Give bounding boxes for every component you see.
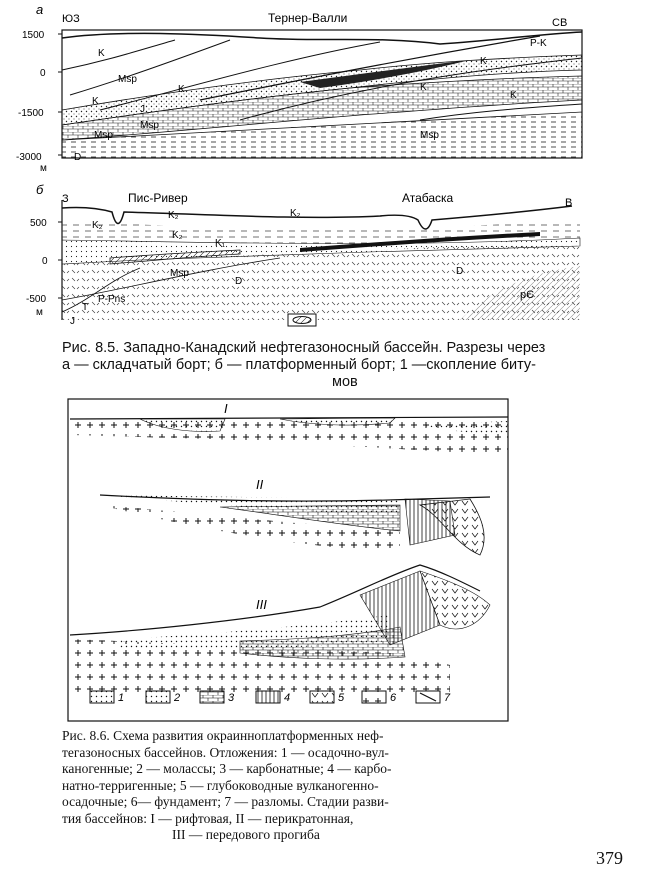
page-number: 379 xyxy=(596,848,623,868)
panel-b-label-K1: K₁ xyxy=(215,238,226,249)
panel-b-label-K2d: K₂ xyxy=(290,208,301,219)
panel-a-tick-1500: 1500 xyxy=(22,30,45,41)
figure-8-5-caption xyxy=(62,340,622,391)
stage-I-label: I xyxy=(224,401,228,416)
panel-a-tick-minus-1500: -1500 xyxy=(18,108,44,119)
legend-1: 1 xyxy=(118,692,125,704)
figure-8-6-caption xyxy=(62,728,532,844)
panel-b-unit: м xyxy=(36,307,43,318)
legend-7: 7 xyxy=(444,692,451,704)
figure-8-5-panel-b xyxy=(0,180,656,330)
panel-b-tick-0: 0 xyxy=(42,256,48,267)
panel-b-label-D2: D xyxy=(456,266,464,277)
panel-b-label-K2b: K₂ xyxy=(168,210,179,221)
fig86-caption-line-2: тегазоносных бассейнов. Отложения: 1 — осадочно-вул- xyxy=(62,744,389,760)
panel-a-label-Msp3: Msp xyxy=(94,130,113,141)
figure-8-5-panel-a xyxy=(0,0,656,180)
fig86-caption-line-4: натно-терригенные; 5 — глубоководные вулканогенно- xyxy=(62,777,379,793)
legend-3: 3 xyxy=(228,692,235,704)
panel-b-label-T: T xyxy=(82,302,89,313)
panel-a-label-K3: K xyxy=(480,56,487,67)
fig86-caption-line-5: осадочные; 6— фундамент; 7 — разломы. Стадии разви- xyxy=(62,794,389,809)
legend-5: 5 xyxy=(338,692,345,704)
panel-b-east: В xyxy=(565,197,573,209)
panel-a-label-K2: K xyxy=(178,84,185,95)
panel-b-label-K2c: K₂ xyxy=(172,230,183,241)
panel-b-river2: Атабаска xyxy=(402,191,454,205)
fig86-caption-line-3: каногенные; 2 — молассы; 3 — карбонатные; 4 — карбо- xyxy=(62,761,392,776)
fig86-caption-line-7: III — передового прогиба xyxy=(172,827,320,842)
panel-b-label-Msp: Msp xyxy=(170,268,189,279)
panel-a-letter: а xyxy=(36,2,44,17)
panel-b-west: З xyxy=(62,193,69,205)
panel-a-label-Msp2: Msp xyxy=(140,120,159,131)
panel-a-label-K6: K xyxy=(92,96,99,107)
panel-b-tick-minus-500: -500 xyxy=(26,294,47,305)
legend-4: 4 xyxy=(284,692,291,704)
panel-a-label-D: D xyxy=(74,152,82,163)
panel-a-label-PK: P-K xyxy=(530,38,547,49)
panel-a-tick-minus-3000: -3000 xyxy=(16,152,42,163)
panel-b-label-K2a: K₂ xyxy=(92,220,103,231)
panel-a-label-K5: K xyxy=(510,90,517,101)
panel-b-label-J: J xyxy=(70,316,75,327)
panel-a-tick-0: 0 xyxy=(40,68,46,79)
panel-a-label-J: J xyxy=(140,104,145,115)
panel-b-label-PPns: P-Pns xyxy=(98,294,126,305)
panel-b-letter: б xyxy=(36,182,44,197)
panel-a-label-Msp4: Msp xyxy=(420,130,439,141)
fig86-caption-line-6: тия бассейнов: I — рифтовая, II — перикратонная, xyxy=(62,810,354,826)
panel-a-label-Msp1: Msp xyxy=(118,74,137,85)
fig85-caption-line-1: Рис. 8.5. Западно-Канадский нефтегазоносный бассейн. Разрезы через xyxy=(62,340,546,356)
panel-a-ne: СВ xyxy=(552,17,568,29)
legend-2: 2 xyxy=(174,692,181,704)
fig86-caption-line-1: Рис. 8.6. Схема развития окраинноплатформенных неф- xyxy=(62,728,384,743)
panel-b-tick-500: 500 xyxy=(30,218,47,229)
fig85-caption-line-2: а — складчатый борт; б — платформенный борт; 1 —скопление биту- xyxy=(62,357,536,373)
figure-8-6 xyxy=(60,395,520,725)
stage-II-label: II xyxy=(256,477,264,492)
panel-b-label-pC: pЄ xyxy=(520,289,535,301)
panel-b-label-D1: D xyxy=(235,276,243,287)
legend-6: 6 xyxy=(390,692,397,704)
panel-b-river1: Пис-Ривер xyxy=(128,191,188,205)
fig85-caption-line-3: мов xyxy=(332,374,358,390)
stage-III-label: III xyxy=(256,597,267,612)
panel-a-label-K1: K xyxy=(98,48,105,59)
panel-a-sw: ЮЗ xyxy=(62,13,80,25)
panel-a-label-K4: K xyxy=(420,82,427,93)
panel-a-unit: м xyxy=(40,163,47,174)
panel-a-title: Тернер-Валли xyxy=(268,11,348,25)
